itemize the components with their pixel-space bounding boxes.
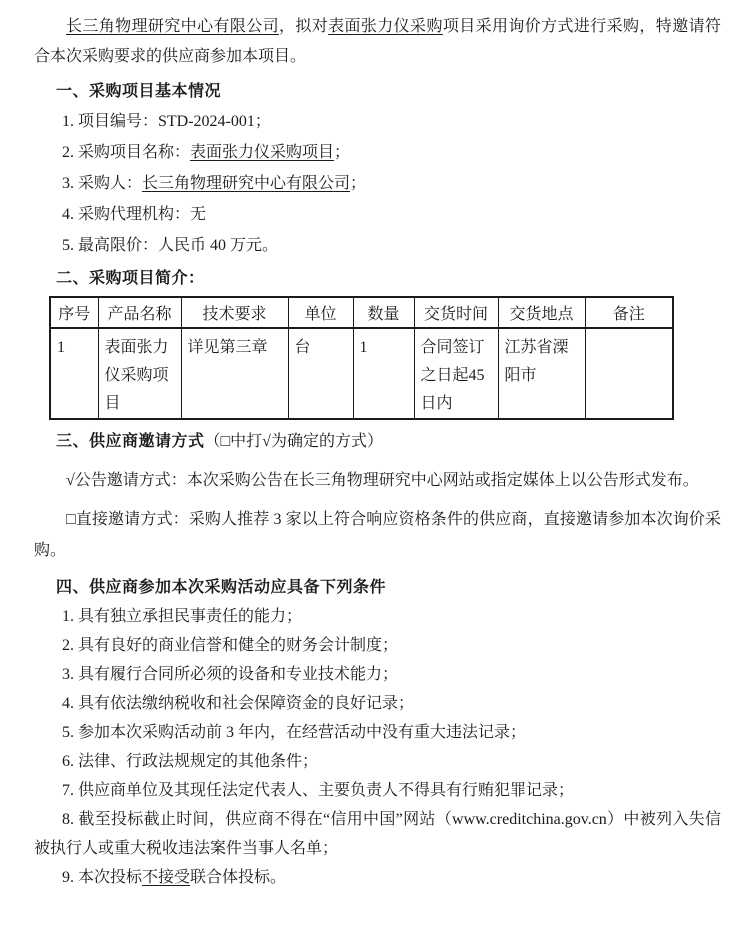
requirement-item-7: 7. 供应商单位及其现任法定代表人、主要负责人不得具有行贿犯罪记录； (62, 782, 575, 799)
cell-serial-number: 1 (50, 328, 98, 419)
purchaser-label: 3. 采购人： (62, 175, 143, 192)
header-delivery-place: 交货地点 (498, 297, 585, 328)
header-technical-requirements: 技术要求 (181, 297, 288, 328)
intro-text-rest: 项目采用询价方式进行采购，特邀请符合本次采购要求的供应商参加本项目。 (34, 18, 721, 65)
project-name-punct: ； (334, 144, 351, 161)
requirement-item-8: 8. 截至投标截止时间，供应商不得在“信用中国”网站（www.creditchina.gov.cn）中被列入失信被执行人或重大税收违法案件当事人名单； (34, 811, 721, 857)
section-1-heading: 一、采购项目基本情况 (56, 81, 222, 100)
purchaser-item (34, 168, 721, 199)
header-serial-number: 序号 (50, 297, 98, 328)
requirement-9-prefix: 9. 本次投标 (62, 869, 143, 886)
intro-paragraph (34, 12, 721, 72)
section-1-items (34, 106, 721, 261)
section-3-heading (34, 426, 721, 457)
requirement-item-1: 1. 具有独立承担民事责任的能力； (62, 608, 303, 625)
table-header-row (50, 297, 673, 328)
header-unit: 单位 (288, 297, 353, 328)
cell-delivery-time: 合同签订之日起45日内 (414, 328, 498, 419)
section-3-heading-note: （□中打√为确定的方式） (204, 433, 383, 450)
cell-quantity: 1 (353, 328, 414, 419)
purchaser-value-underlined: 长三角物理研究中心有限公司 (142, 175, 351, 192)
project-number-item: 1. 项目编号：STD-2024-001； (62, 113, 271, 130)
requirement-9-suffix: 联合体投标。 (190, 869, 287, 886)
announcement-method-paragraph: √公告邀请方式：本次采购公告在长三角物理研究中心网站或指定媒体上以公告形式发布。 (66, 472, 699, 489)
section-3-heading-bold: 三、供应商邀请方式 (56, 431, 205, 450)
procurement-summary-table (49, 296, 674, 420)
requirement-9-underlined: 不接受 (142, 869, 191, 886)
requirement-item-2: 2. 具有良好的商业信誉和健全的财务会计制度； (62, 637, 399, 654)
header-remarks: 备注 (585, 297, 673, 328)
agency-item: 4. 采购代理机构：无 (62, 206, 207, 223)
cell-remarks (585, 328, 673, 419)
section-4-heading: 四、供应商参加本次采购活动应具备下列条件 (56, 577, 387, 596)
cell-technical-requirements: 详见第三章 (181, 328, 288, 419)
project-name-value-underlined: 表面张力仪采购项目 (190, 144, 335, 161)
project-name-underlined: 表面张力仪采购 (328, 18, 443, 35)
requirement-item-5: 5. 参加本次采购活动前 3 年内，在经营活动中没有重大违法记录； (62, 724, 527, 741)
header-product-name: 产品名称 (98, 297, 181, 328)
project-name-label: 2. 采购项目名称： (62, 144, 191, 161)
direct-invitation-paragraph: □直接邀请方式：采购人推荐 3 家以上符合响应资格条件的供应商，直接邀请参加本次询价采购。 (34, 511, 721, 559)
project-name-item (34, 137, 721, 168)
table-row (50, 328, 673, 419)
cell-unit: 台 (288, 328, 353, 419)
section-4-items (34, 602, 721, 892)
header-quantity: 数量 (353, 297, 414, 328)
section-2-heading: 二、采购项目简介： (56, 268, 205, 287)
price-limit-item: 5. 最高限价：人民币 40 万元。 (62, 237, 279, 254)
cell-delivery-place: 江苏省溧阳市 (498, 328, 585, 419)
intro-text: ，拟对 (278, 18, 329, 35)
purchaser-name-underlined: 长三角物理研究中心有限公司 (66, 18, 279, 35)
requirement-item-9 (34, 863, 721, 892)
requirement-item-4: 4. 具有依法缴纳税收和社会保障资金的良好记录； (62, 695, 415, 712)
requirement-item-3: 3. 具有履行合同所必须的设备和专业技术能力； (62, 666, 399, 683)
cell-product-name: 表面张力仪采购项目 (98, 328, 181, 419)
purchaser-punct: ； (350, 175, 367, 192)
header-delivery-time: 交货时间 (414, 297, 498, 328)
requirement-item-6: 6. 法律、行政法规规定的其他条件； (62, 753, 319, 770)
